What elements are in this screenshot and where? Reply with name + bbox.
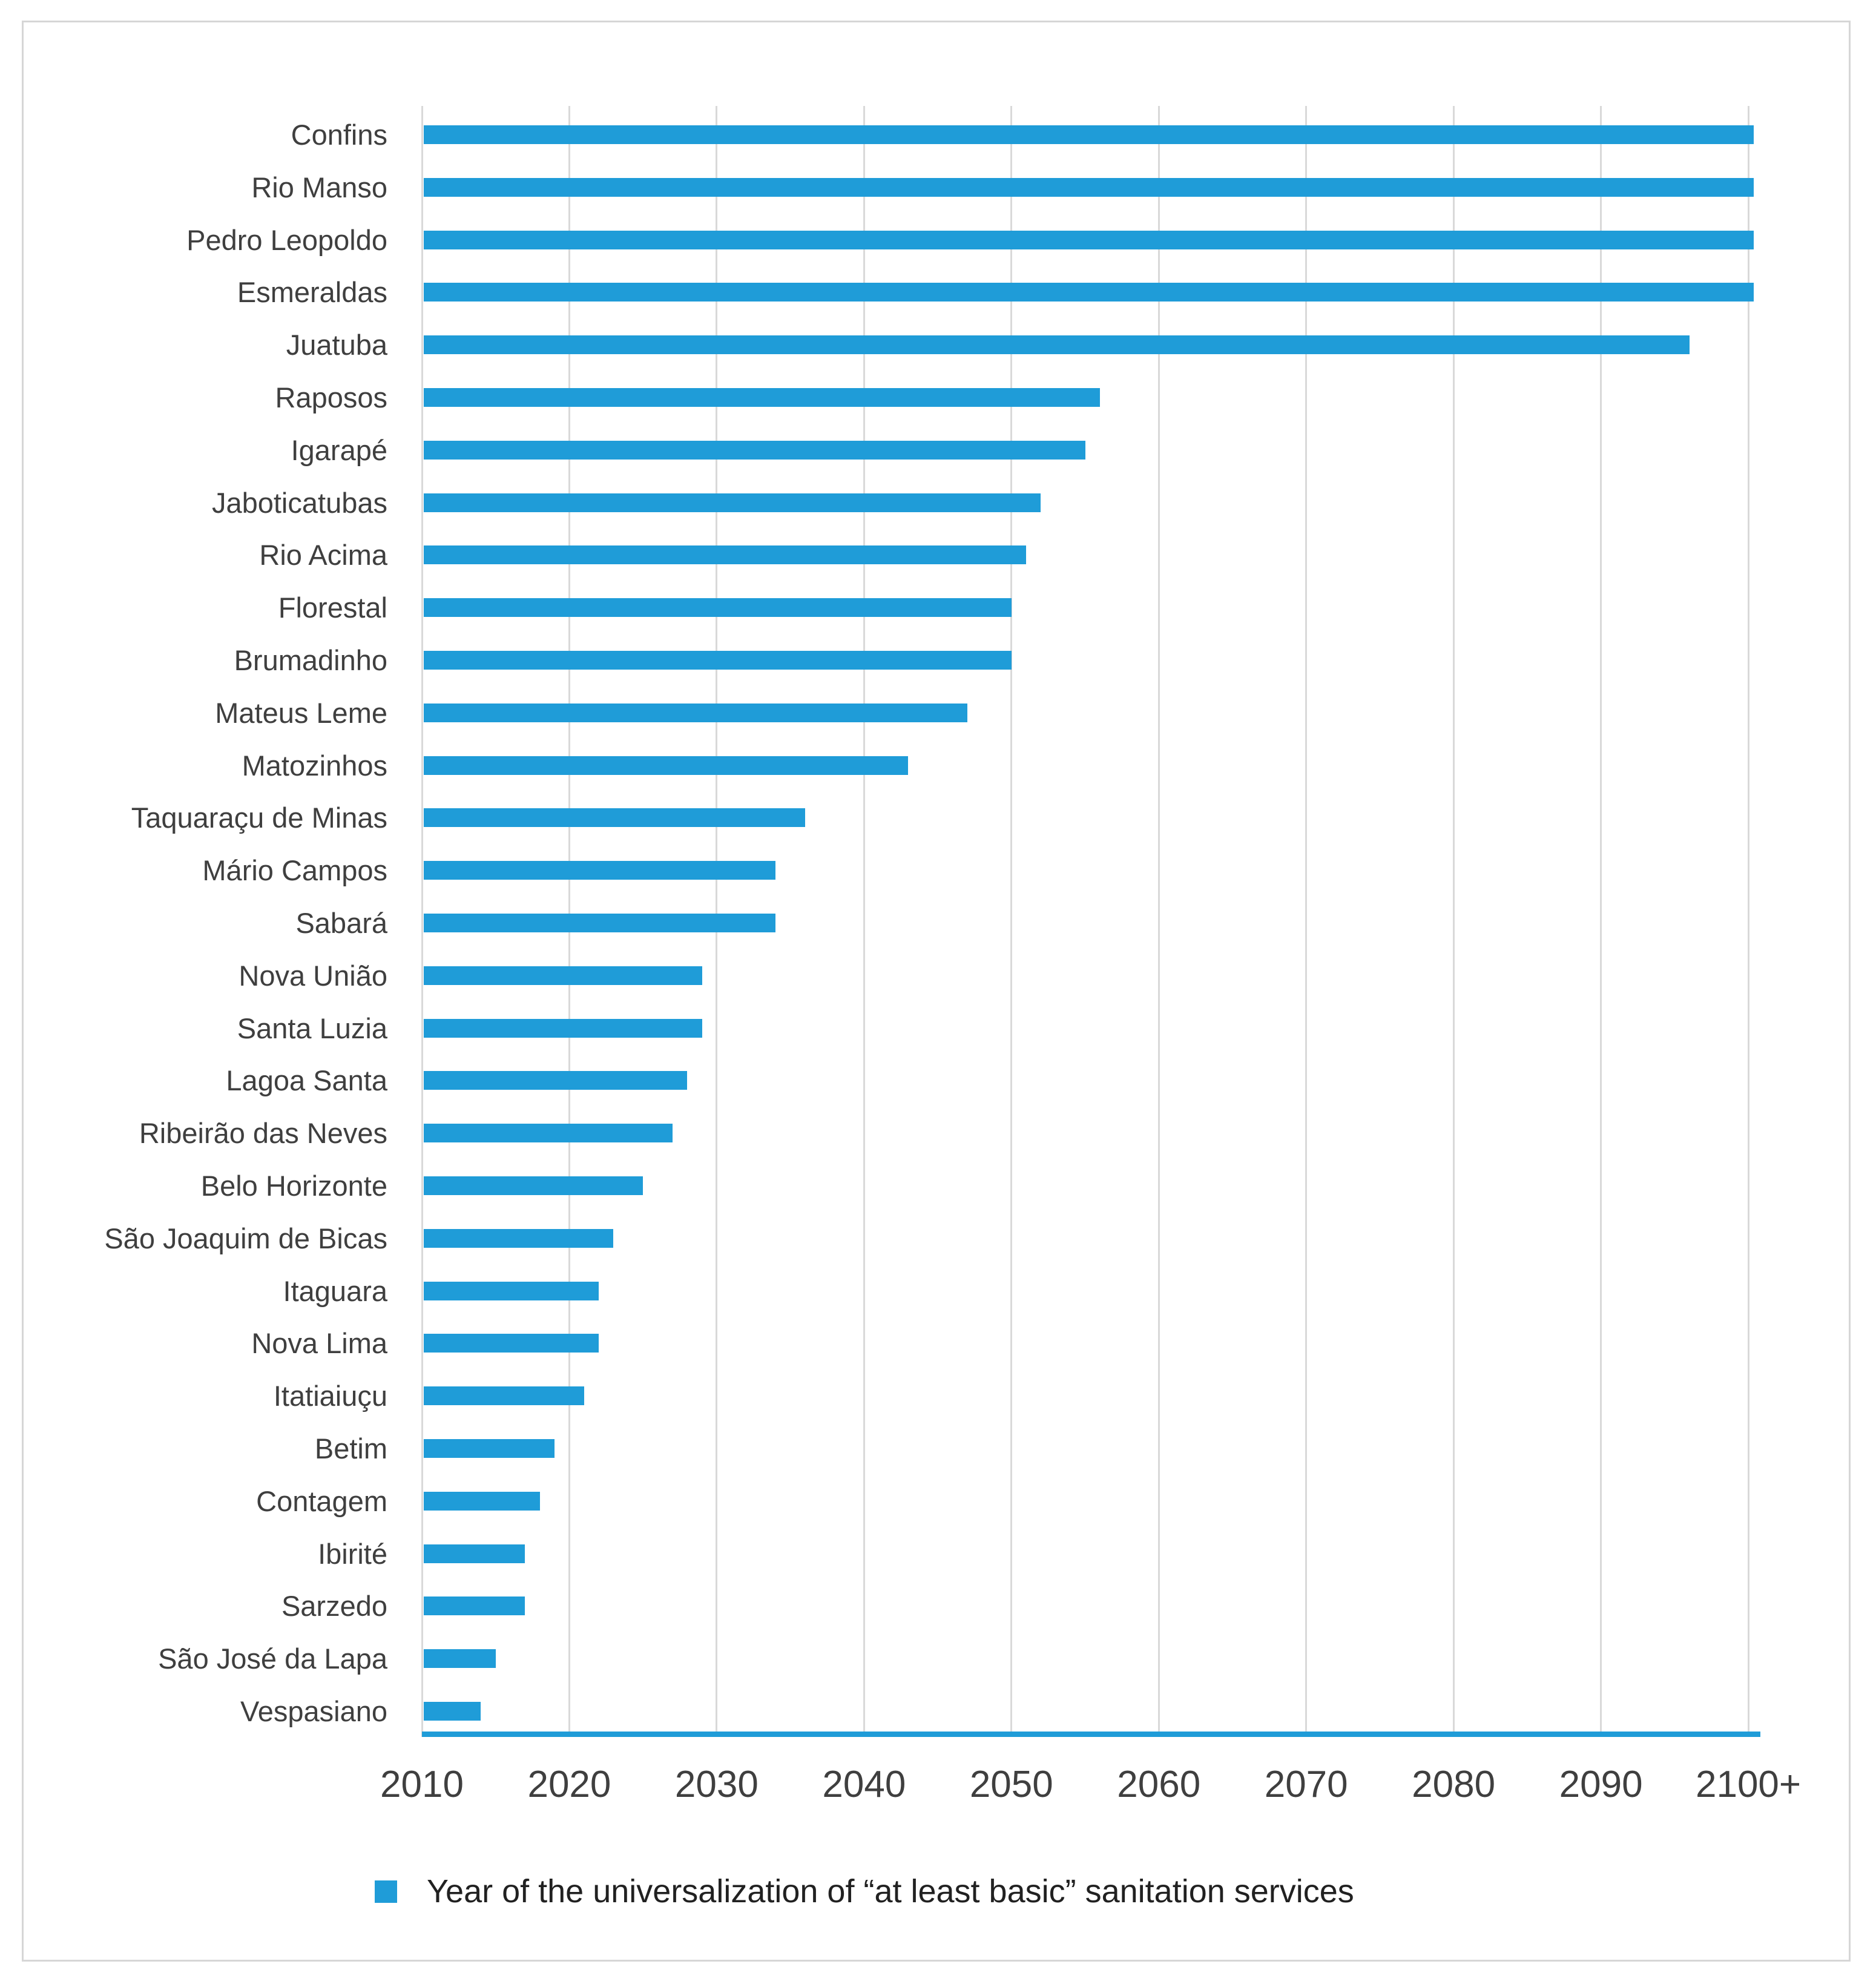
category-label: Sabará	[295, 907, 387, 939]
category-label: Contagem	[256, 1484, 387, 1517]
category-label: São Joaquim de Bicas	[104, 1222, 387, 1254]
x-axis-tick-label: 2090	[1559, 1764, 1643, 1805]
x-axis-tick-label: 2100+	[1695, 1764, 1802, 1805]
bar	[424, 493, 1041, 512]
bar	[424, 1386, 584, 1405]
bar	[424, 1544, 525, 1563]
category-label: Confins	[291, 119, 387, 151]
category-label: São José da Lapa	[158, 1643, 387, 1675]
bar	[424, 441, 1085, 460]
category-label: Mário Campos	[202, 854, 387, 887]
bar	[424, 178, 1754, 197]
bar	[424, 598, 1012, 617]
category-label: Sarzedo	[281, 1590, 387, 1623]
category-label: Rio Manso	[251, 171, 387, 203]
bar	[424, 861, 775, 880]
category-label: Ibirité	[318, 1537, 387, 1570]
x-axis-baseline	[422, 1732, 1760, 1737]
bar	[424, 545, 1026, 564]
x-axis-tick-label: 2050	[969, 1764, 1053, 1805]
bar	[424, 808, 805, 827]
bar	[424, 1229, 613, 1248]
category-label: Juatuba	[286, 329, 387, 361]
category-label: Nova União	[239, 959, 387, 992]
category-label: Itatiaiuçu	[273, 1380, 387, 1412]
bar	[424, 1071, 687, 1090]
legend-label: Year of the universalization of “at least basic” sanitation services	[427, 1873, 1354, 1910]
bar	[424, 966, 702, 985]
bar	[424, 1334, 599, 1353]
bar	[424, 1124, 673, 1142]
bar	[424, 1439, 555, 1458]
bar	[424, 1282, 599, 1300]
x-axis-tick-label: 2070	[1264, 1764, 1348, 1805]
category-label: Florestal	[278, 591, 387, 624]
gridline	[1748, 106, 1749, 1737]
bar	[424, 335, 1690, 354]
gridline	[421, 106, 423, 1737]
category-label: Rio Acima	[259, 539, 387, 572]
x-axis-tick-label: 2020	[527, 1764, 611, 1805]
category-label: Nova Lima	[251, 1327, 387, 1360]
category-label: Raposos	[275, 381, 387, 414]
category-label: Lagoa Santa	[226, 1064, 387, 1097]
bar	[424, 231, 1754, 249]
category-label: Belo Horizonte	[200, 1170, 387, 1202]
category-label: Brumadinho	[234, 644, 387, 676]
x-axis-tick-label: 2080	[1412, 1764, 1496, 1805]
category-label: Jaboticatubas	[211, 486, 387, 519]
bar	[424, 125, 1754, 144]
category-label: Esmeraldas	[237, 276, 387, 309]
category-label: Betim	[314, 1432, 387, 1465]
category-label: Igarapé	[291, 433, 387, 466]
bar	[424, 704, 967, 722]
legend-marker-icon	[375, 1880, 397, 1903]
bar	[424, 1702, 481, 1721]
bar	[424, 1176, 643, 1195]
bar	[424, 1649, 496, 1668]
x-axis-tick-label: 2010	[380, 1764, 464, 1805]
bar	[424, 1019, 702, 1038]
category-label: Taquaraçu de Minas	[131, 802, 387, 834]
bar	[424, 388, 1100, 407]
x-axis-tick-label: 2030	[674, 1764, 759, 1805]
bar	[424, 756, 908, 775]
category-label: Vespasiano	[240, 1695, 387, 1727]
bar	[424, 283, 1754, 302]
category-label: Pedro Leopoldo	[186, 223, 387, 256]
category-label: Ribeirão das Neves	[139, 1117, 387, 1150]
bar	[424, 1492, 540, 1511]
bar	[424, 1597, 525, 1615]
bar	[424, 914, 775, 932]
x-axis-tick-label: 2060	[1117, 1764, 1201, 1805]
bar	[424, 651, 1012, 670]
category-label: Mateus Leme	[215, 696, 387, 729]
category-label: Santa Luzia	[237, 1012, 387, 1044]
legend	[375, 1873, 1354, 1910]
x-axis-tick-label: 2040	[822, 1764, 906, 1805]
category-label: Itaguara	[283, 1274, 387, 1307]
category-label: Matozinhos	[242, 749, 387, 782]
